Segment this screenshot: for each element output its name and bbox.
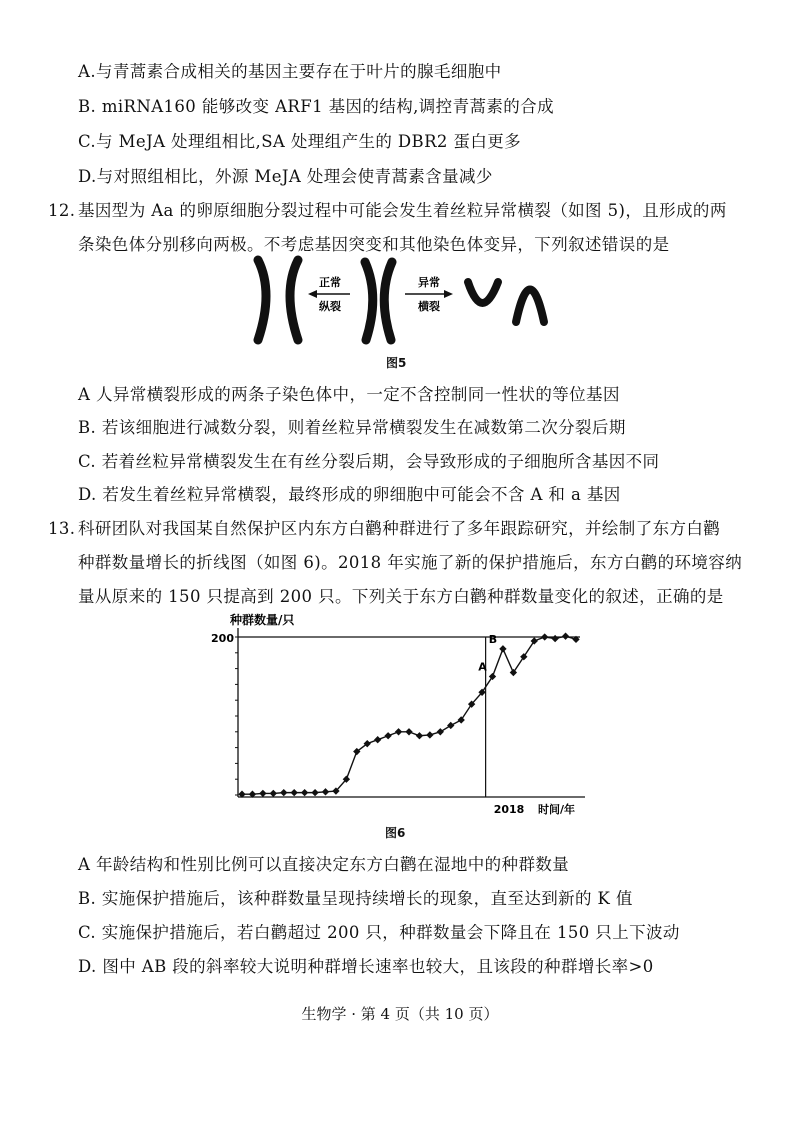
chart-data-point [384,732,391,739]
chromosome-x-1 [365,262,373,340]
arrow-abnormal-top-label: 异常 [418,276,440,289]
figure-5-caption: 图5 [386,356,407,370]
chart-data-point [259,790,266,797]
chart-data-point [510,669,517,676]
page-footer: 生物学 · 第 4 页（共 10 页） [301,1005,499,1023]
q13-option-b: B. 实施保护措施后，该种群数量呈现持续增长的现象，直至达到新的 K 值 [78,889,633,908]
arrow-abnormal-head [444,290,453,298]
chart-series-line [242,636,576,794]
q12-option-b: B. 若该细胞进行减数分裂，则着丝粒异常横裂发生在减数第二次分裂后期 [78,418,626,437]
arrow-normal-bottom-label: 纵裂 [319,300,341,313]
chart-data-point [458,716,465,723]
chart-data-point [551,635,558,642]
q11-option-b: B. miRNA160 能够改变 ARF1 基因的结构,调控青蒿素的合成 [78,97,554,116]
figure-6-caption: 图6 [385,826,406,840]
chromatid-left-1 [258,260,266,340]
chromosome-u [468,282,498,303]
chart-data-point [322,788,329,795]
q13-stem-line3: 量从原来的 150 只提高到 200 只。下列关于东方白鹳种群数量变化的叙述，正确的是 [78,587,724,606]
chart-y-tick-200: 200 [211,632,234,645]
chart-data-point [489,673,496,680]
chart-data-point [270,790,277,797]
q12-stem-line1: 基因型为 Aa 的卵原细胞分裂过程中可能会发生着丝粒异常横裂（如图 5)，且形成的两 [78,201,727,220]
q13-option-d: D. 图中 AB 段的斜率较大说明种群增长速率也较大，且该段的种群增长率>0 [78,957,654,976]
chart-x-tick-2018: 2018 [493,803,525,816]
chart-data-point [280,789,287,796]
chromosome-x-2 [384,262,392,340]
q13-stem-line1: 科研团队对我国某自然保护区内东方白鹳种群进行了多年跟踪研究，并绘制了东方白鹳 [78,519,721,538]
chart-data-point [395,728,402,735]
chart-data-point [562,633,569,640]
q12-option-a: A 人异常横裂形成的两条子染色体中，一定不含控制同一性状的等位基因 [78,385,620,404]
chart-data-point [405,728,412,735]
chromatid-left-2 [290,260,298,340]
q12-option-c: C. 若着丝粒异常横裂发生在有丝分裂后期，会导致形成的子细胞所含基因不同 [78,452,660,471]
q13-option-a: A 年龄结构和性别比例可以直接决定东方白鹳在湿地中的种群数量 [78,855,570,874]
q13-option-c: C. 实施保护措施后，若白鹳超过 200 只，种群数量会下降且在 150 只上下波动 [78,923,680,942]
chart-data-point [301,789,308,796]
q13-stem-line2: 种群数量增长的折线图（如图 6)。2018 年实施了新的保护措施后，东方白鹳的环境容纳 [78,553,743,572]
chromosome-n [516,290,544,323]
q11-option-d: D.与对照组相比，外源 MeJA 处理会使青蒿素含量减少 [78,167,493,186]
chart-x-label: 时间/年 [538,803,576,816]
figure-6-chart [200,610,610,820]
chart-data-point [437,728,444,735]
q13-number: 13. [48,519,76,538]
chart-point-label-b: B [488,632,498,646]
q12-number: 12. [48,201,76,220]
chart-data-point [311,789,318,796]
chart-y-label: 种群数量/只 [230,613,295,627]
q11-option-a: A.与青蒿素合成相关的基因主要存在于叶片的腺毛细胞中 [78,62,502,81]
q12-option-d: D. 若发生着丝粒异常横裂，最终形成的卵细胞中可能会不含 A 和 a 基因 [78,485,621,504]
arrow-abnormal-bottom-label: 横裂 [418,300,440,313]
arrow-normal-top-label: 正常 [319,276,341,289]
chart-data-point [499,645,506,652]
figure-5 [240,252,570,347]
chart-point-label-a: A [478,660,487,674]
chart-data-point [416,732,423,739]
q11-option-c: C.与 MeJA 处理组相比,SA 处理组产生的 DBR2 蛋白更多 [78,132,522,151]
chart-data-point [541,633,548,640]
chart-data-point [426,731,433,738]
chart-data-point [447,722,454,729]
arrow-normal-head [308,290,317,298]
q12-stem-line2: 条染色体分别移向两极。不考虑基因突变和其他染色体变异，下列叙述错误的是 [78,235,670,254]
chart-data-point [531,637,538,644]
chart-data-point [520,653,527,660]
chart-data-point [374,736,381,743]
chart-data-point [291,789,298,796]
